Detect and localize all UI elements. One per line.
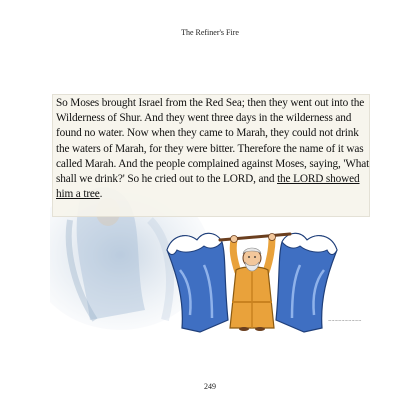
scripture-passage bbox=[56, 96, 371, 202]
running-header: The Refiner's Fire bbox=[181, 28, 239, 37]
passage-text: So Moses brought Israel from the Red Sea; then they went out into the Wilderness of Shur. And they went three days in the wilderness and found no water. Now when they came to Marah, they could not drink the waters of Marah, for they were bitter. Therefore the name of it was called Marah. And the people complained against Moses, saying, 'What shall we drink?' So he cried out to the LORD, and bbox=[56, 97, 370, 186]
passage-text-end: . bbox=[99, 188, 103, 201]
artist-signature: ~~~~~~~~~~ bbox=[328, 318, 362, 323]
page-number: 249 bbox=[204, 382, 216, 391]
moses-parting-sea-illustration bbox=[162, 220, 342, 335]
underlined-phrase: the LORD showed him a tree bbox=[56, 173, 360, 201]
